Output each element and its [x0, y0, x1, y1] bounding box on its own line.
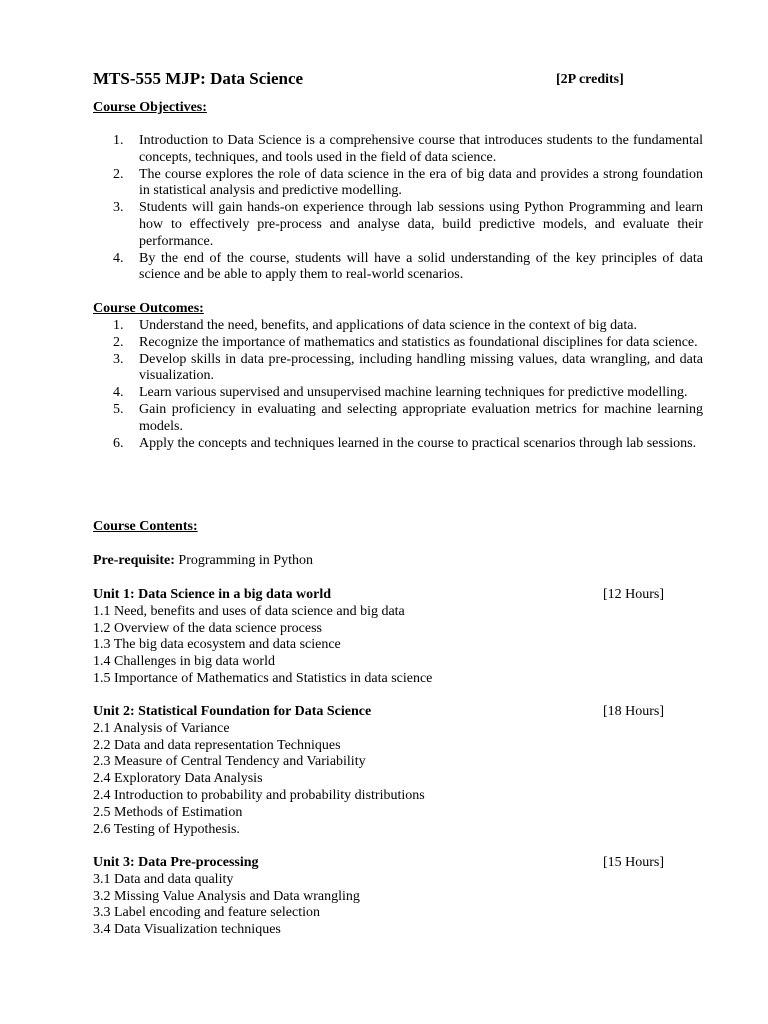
unit-2	[93, 704, 705, 838]
unit-topic: 1.4 Challenges in big data world	[93, 654, 275, 670]
unit-1-hours: [12 Hours]	[603, 587, 665, 602]
unit-topic: 2.2 Data and data representation Techniques	[93, 737, 341, 753]
outcomes-heading: Course Outcomes:	[93, 301, 204, 316]
unit-topic: 1.5 Importance of Mathematics and Statistics in data science	[93, 670, 433, 686]
unit-topic: 3.1 Data and data quality	[93, 871, 234, 887]
unit-topic: 3.4 Data Visualization techniques	[93, 922, 281, 938]
course-title: MTS-555 MJP: Data Science	[93, 69, 304, 88]
unit-topic: 1.1 Need, benefits and uses of data science and big data	[93, 603, 405, 619]
unit-topic: 1.2 Overview of the data science process	[93, 620, 322, 636]
prerequisite-label: Pre-requisite:	[93, 553, 175, 568]
unit-1	[93, 587, 705, 688]
unit-3	[93, 855, 705, 939]
unit-3-hours: [15 Hours]	[603, 855, 665, 870]
unit-1-title: Unit 1: Data Science in a big data world	[93, 587, 331, 602]
objectives-list	[93, 133, 703, 284]
course-credits: [2P credits]	[556, 72, 624, 87]
unit-topic: 2.4 Exploratory Data Analysis	[93, 771, 263, 787]
outcome-item: 6. Apply the concepts and techniques learned in the course to practical scenarios through lab sessions.	[113, 435, 697, 451]
outcome-item: 2. Recognize the importance of mathematics and statistics as foundational disciplines for data science.	[113, 334, 698, 350]
outcomes-list	[93, 318, 703, 452]
unit-2-hours: [18 Hours]	[603, 704, 665, 719]
outcome-item: 1. Understand the need, benefits, and applications of data science in the context of big data.	[113, 318, 637, 333]
unit-3-title: Unit 3: Data Pre-processing	[93, 855, 259, 870]
unit-topic: 2.6 Testing of Hypothesis.	[93, 821, 240, 837]
prerequisite-value: Programming in Python	[174, 553, 313, 568]
unit-topic: 2.4 Introduction to probability and probability distributions	[93, 787, 425, 803]
objective-item: 3. Students will gain hands-on experience through lab sessions using Python Programming and learn how to effectively pre-process and analyse data, build predictive models, and evaluate their performance.	[113, 200, 703, 249]
unit-topic: 2.1 Analysis of Variance	[93, 720, 230, 736]
unit-topic: 2.5 Methods of Estimation	[93, 804, 243, 820]
outcome-item: 3. Develop skills in data pre-processing, including handling missing values, data wrangling, and data visualization.	[113, 351, 703, 384]
objective-item: 1. Introduction to Data Science is a comprehensive course that introduces students to the fundamental concepts, techniques, and tools used in the field of data science.	[113, 133, 703, 165]
unit-topic: 2.3 Measure of Central Tendency and Variability	[93, 754, 366, 770]
unit-2-title: Unit 2: Statistical Foundation for Data Science	[93, 704, 372, 719]
contents-heading: Course Contents:	[93, 519, 198, 534]
objective-item: 4. By the end of the course, students will have a solid understanding of the key principles of data science and be able to apply them to real-world scenarios.	[113, 250, 703, 283]
unit-topic: 3.2 Missing Value Analysis and Data wrangling	[93, 888, 360, 904]
outcome-item: 4. Learn various supervised and unsupervised machine learning techniques for predictive modelling.	[113, 385, 688, 401]
objective-item: 2. The course explores the role of data science in the era of big data and provides a strong foundation in statistical analysis and predictive modelling.	[113, 166, 703, 199]
prerequisite-line	[93, 553, 313, 570]
unit-topic: 3.3 Label encoding and feature selection	[93, 905, 321, 921]
unit-topic: 1.3 The big data ecosystem and data science	[93, 637, 341, 653]
objectives-heading: Course Objectives:	[93, 100, 207, 115]
outcome-item: 5. Gain proficiency in evaluating and selecting appropriate evaluation metrics for machine learning models.	[113, 401, 703, 434]
